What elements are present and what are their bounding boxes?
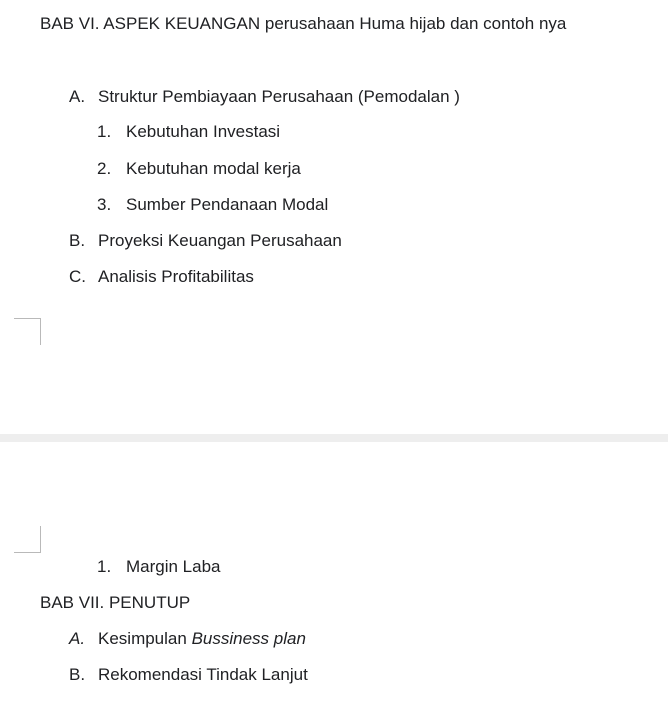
section-b-marker: B. <box>69 231 86 250</box>
list-item-marker: 1. <box>97 122 112 141</box>
list-item-text: Margin Laba <box>126 557 221 576</box>
chapter-7-section-a <box>69 629 306 649</box>
chapter-7-section-b <box>69 665 308 685</box>
list-item-marker: 2. <box>97 159 112 178</box>
margin-corner-mark <box>14 526 41 553</box>
section-a-marker: A. <box>69 87 86 106</box>
chapter-7-heading <box>40 593 190 613</box>
section-b-text: Proyeksi Keuangan Perusahaan <box>98 231 342 250</box>
section-c-text: Analisis Profitabilitas <box>98 267 254 286</box>
chapter-7-a-text: Kesimpulan <box>98 629 192 648</box>
section-a-heading <box>69 87 460 107</box>
chapter-6-heading <box>40 14 566 34</box>
list-item-text: Kebutuhan Investasi <box>126 122 281 141</box>
chapter-7-b-text: Rekomendasi Tindak Lanjut <box>98 665 308 684</box>
list-item-text: Sumber Pendanaan Modal <box>126 195 329 214</box>
chapter-7-a-marker: A. <box>69 629 86 648</box>
list-item <box>97 122 280 142</box>
section-c-heading <box>69 267 254 287</box>
list-item-marker: 1. <box>97 557 112 576</box>
chapter-7-title: BAB VII. PENUTUP <box>40 593 191 612</box>
section-c-marker: C. <box>69 267 86 286</box>
list-item-marker: 3. <box>97 195 112 214</box>
list-item <box>97 159 301 179</box>
list-item <box>97 195 328 215</box>
list-item <box>97 557 221 577</box>
section-b-heading <box>69 231 342 251</box>
chapter-6-title: BAB VI. ASPEK KEUANGAN perusahaan Huma hijab dan contoh nya <box>40 14 567 33</box>
page-break-gap <box>0 434 668 442</box>
list-item-text: Kebutuhan modal kerja <box>126 159 301 178</box>
chapter-7-b-marker: B. <box>69 665 86 684</box>
margin-corner-mark <box>14 318 41 345</box>
section-a-text: Struktur Pembiayaan Perusahaan (Pemodalan ) <box>98 87 460 106</box>
chapter-7-a-italic-text: Bussiness plan <box>191 629 306 648</box>
